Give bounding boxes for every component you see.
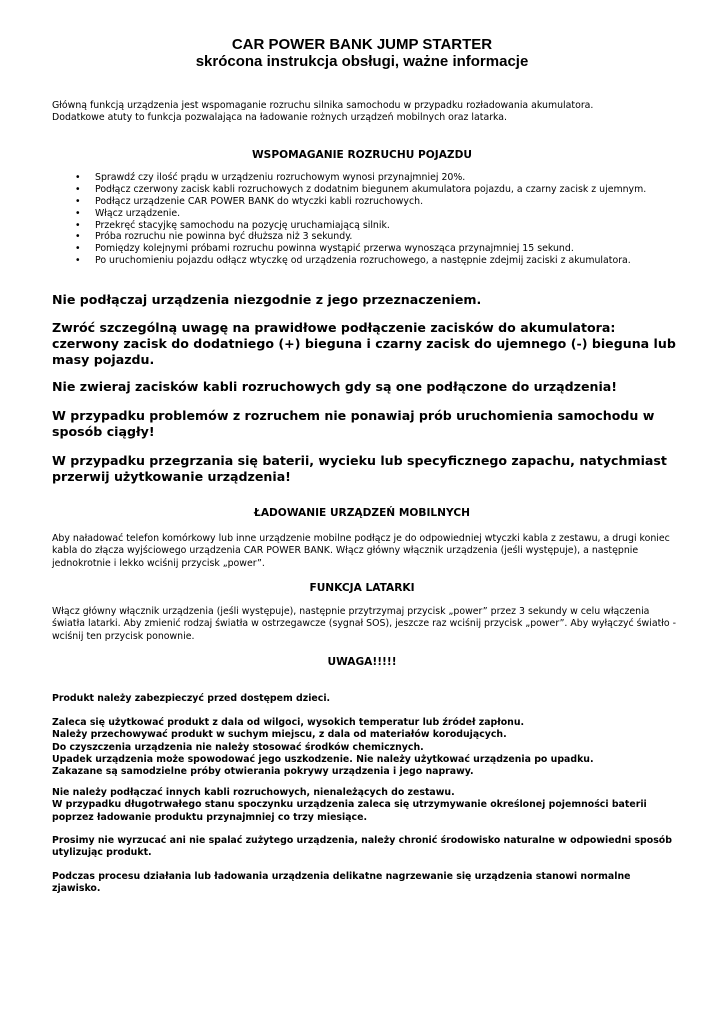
intro-line-1: Główną funkcją urządzenia jest wspomaganie rozruchu silnika samochodu w przypadku rozładowania akumulatora. (52, 100, 594, 111)
list-item (52, 255, 692, 267)
list-item (52, 220, 692, 232)
caution-handling-line: Upadek urządzenia może spowodować jego uszkodzenie. Nie należy użytkować urządzenia po upadku. (52, 753, 594, 765)
list-item (52, 196, 692, 208)
list-item (52, 243, 692, 255)
list-item (52, 208, 692, 220)
jump-start-heading: WSPOMAGANIE ROZRUCHU POJAZDU (252, 149, 472, 161)
bullet-icon: • (75, 207, 81, 219)
flashlight-heading: FUNKCJA LATARKI (309, 582, 415, 594)
step-text: Podłącz czerwony zacisk kabli rozruchowych z dodatnim biegunem akumulatora pojazdu, a czarny zacisk z ujemnym. (95, 183, 647, 195)
caution-cables-storage (52, 787, 682, 824)
step-text: Sprawdź czy ilość prądu w urządzeniu rozruchowym wynosi przynajmniej 20%. (95, 172, 466, 183)
caution-storage-line: W przypadku długotrwałego stanu spoczynku urządzenia zaleca się utrzymywanie określonej pojemności baterii poprzez ładowanie produktu przynajmniej co trzy miesiące. (52, 799, 647, 823)
list-item (52, 231, 692, 243)
warning-purpose: Nie podłączaj urządzenia niezgodnie z jego przeznaczeniem. (52, 292, 482, 307)
caution-handling-line: Zaleca się użytkować produkt z dala od wilgoci, wysokich temperatur lub źródeł zapłonu. (52, 717, 525, 728)
bullet-icon: • (75, 243, 81, 255)
bullet-icon: • (75, 183, 81, 195)
bullet-icon: • (75, 219, 81, 231)
list-item (52, 172, 692, 184)
caution-handling-line: Do czyszczenia urządzenia nie należy stosować środków chemicznych. (52, 741, 424, 753)
list-item (52, 184, 692, 196)
charging-heading: ŁADOWANIE URZĄDZEŃ MOBILNYCH (254, 507, 470, 519)
bullet-icon: • (75, 172, 81, 183)
bullet-icon: • (75, 231, 81, 243)
step-text: Po uruchomieniu pojazdu odłącz wtyczkę od urządzenia rozruchowego, a następnie zdejmij zaciski z akumulatora. (95, 255, 631, 267)
charging-text: Aby naładować telefon komórkowy lub inne urządzenie mobilne podłącz je do odpowiedniej wtyczki kabla z zestawu, a drugi koniec kabla do złącza wyjściowego urządzenia CAR POWER BANK. Włącz główny włącznik urządzenia (jeśli występuje), a następnie jednokrotnie i lekko wciśnij przycisk „power”. (52, 533, 670, 569)
document-title: CAR POWER BANK JUMP STARTER (231, 36, 493, 53)
step-text: Włącz urządzenie. (95, 207, 181, 219)
caution-handling-line: Należy przechowywać produkt w suchym miejscu, z dala od materiałów korodujących. (52, 729, 507, 741)
warning-overheating: W przypadku przegrzania się baterii, wycieku lub specyficznego zapachu, natychmiast przerwij użytkowanie urządzenia! (52, 453, 667, 484)
warning-repeated-start: W przypadku problemów z rozruchem nie ponawiaj prób uruchomienia samochodu w sposób ciągły! (52, 408, 655, 439)
caution-heading: UWAGA!!!!! (327, 656, 397, 668)
caution-handling-line: Zakazane są samodzielne próby otwierania pokrywy urządzenia i jego naprawy. (52, 766, 474, 778)
bullet-icon: • (75, 255, 81, 267)
bullet-icon: • (75, 195, 81, 207)
step-text: Próba rozruchu nie powinna być dłuższa niż 3 sekundy. (95, 231, 353, 243)
warning-short-circuit: Nie zwieraj zacisków kabli rozruchowych gdy są one podłączone do urządzenia! (52, 379, 618, 394)
document-subtitle: skrócona instrukcja obsługi, ważne informacje (195, 53, 529, 70)
flashlight-text: Włącz główny włącznik urządzenia (jeśli występuje), następnie przytrzymaj przycisk „power” przez 3 sekundy w celu włączenia światła latarki. Aby zmienić rodzaj światła w ostrzegawcze (sygnał SOS), jeszcze raz wciśnij przycisk „power”. Aby wyłączyć światło - wciśnij ten przycisk ponownie. (52, 606, 677, 642)
step-text: Pomiędzy kolejnymi próbami rozruchu powinna wystąpić przerwa wynosząca przynajmniej 15 sekund. (95, 243, 574, 255)
intro-line-2: Dodatkowe atuty to funkcja pozwalająca na ładowanie rożnych urządzeń mobilnych oraz latarka. (52, 112, 508, 123)
jump-start-steps (52, 172, 692, 267)
step-text: Podłącz urządzenie CAR POWER BANK do wtyczki kabli rozruchowych. (95, 195, 424, 207)
caution-heating: Podczas procesu działania lub ładowania urządzenia delikatne nagrzewanie się urządzenia stanowi normalne zjawisko. (52, 871, 631, 895)
caution-disposal: Prosimy nie wyrzucać ani nie spalać zużytego urządzenia, należy chronić środowisko naturalne w odpowiedni sposób utylizując produkt. (52, 835, 672, 859)
warning-clamps: Zwróć szczególną uwagę na prawidłowe podłączenie zacisków do akumulatora: czerwony zacisk do dodatniego (+) bieguna i czarny zacisk do ujemnego (-) bieguna lub masy pojazdu. (52, 320, 676, 367)
caution-handling (52, 717, 682, 778)
step-text: Przekręć stacyjkę samochodu na pozycję uruchamiającą silnik. (95, 219, 390, 231)
caution-children: Produkt należy zabezpieczyć przed dostępem dzieci. (52, 693, 331, 704)
caution-cables-line: Nie należy podłączać innych kabli rozruchowych, nienależących do zestawu. (52, 787, 455, 798)
